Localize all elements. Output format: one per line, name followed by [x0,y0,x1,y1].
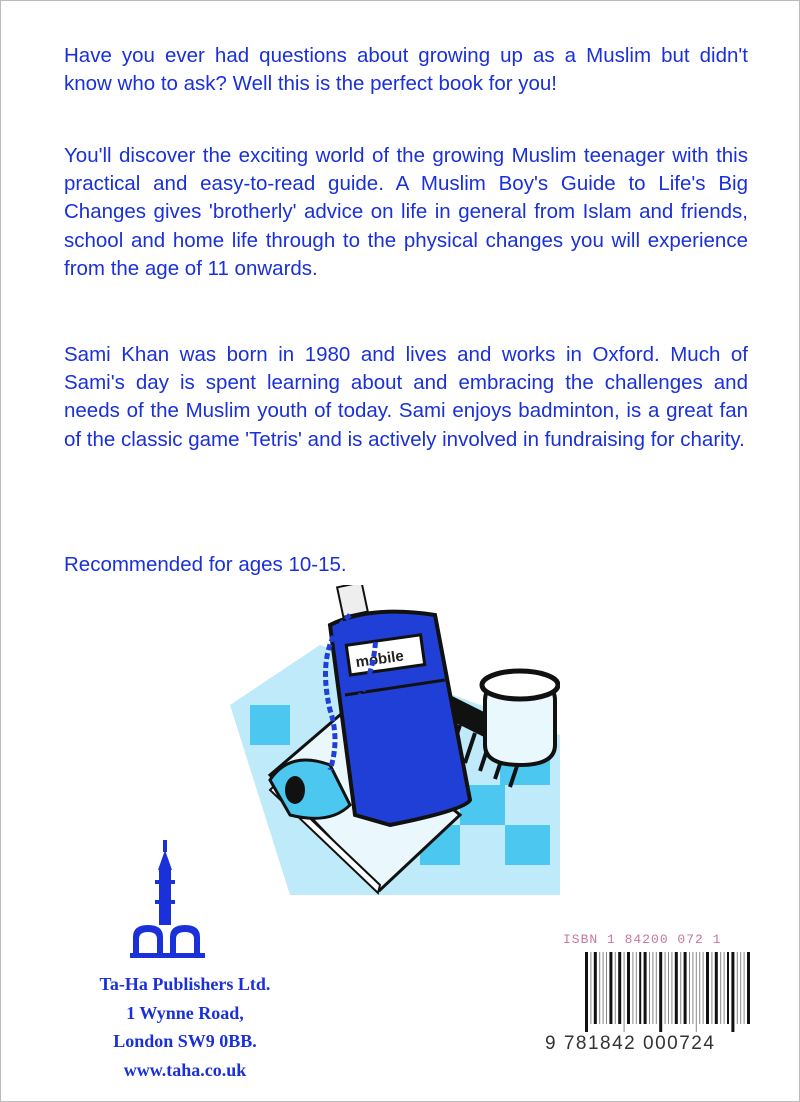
publisher-name: Ta-Ha Publishers Ltd. [99,974,271,994]
barcode-bar [644,952,647,1024]
blurb-description: You'll discover the exciting world of the growing Muslim teenager with this practical and easy-to-read guide. A Muslim Boy's Guide to Life's Big Changes gives 'brotherly' advice on life in general from Islam and friends, school and home life through to the physical changes you will experience from the age of 11 onwards. [64,144,748,280]
blurb-intro: Have you ever had questions about growing up as a Muslim but didn't know who to ask? Well this is the perfect book for you! [64,44,748,96]
barcode-bar [671,952,672,1024]
barcode-bar [684,952,687,1024]
barcode-bar [675,952,678,1024]
blurb-author-bio: Sami Khan was born in 1980 and lives and works in Oxford. Much of Sami's day is spent learning about and embracing the challenges and needs of the Muslim youth of today. Sami enjoys badminton, is a great fan of the classic game 'Tetris' and is actively involved in fundraising for charity. [64,343,748,451]
phone-label: mobile [354,647,405,672]
barcode-bar [747,952,750,1024]
barcode-bar [636,952,637,1024]
publisher-website[interactable]: www.taha.co.uk [123,1059,247,1080]
barcode-bar [609,952,612,1024]
barcode-bar [659,952,662,1032]
barcode-bar [724,952,725,1024]
barcode-bar [615,952,616,1024]
barcode-bar [699,952,700,1024]
barcode-bar [585,952,588,1032]
barcode [545,930,790,1060]
barcode-bar [590,952,591,1024]
barcode-bar [740,952,741,1024]
mobile-phone-icon [330,585,470,825]
barcode-bar [737,952,738,1024]
barcode-bar [624,952,625,1032]
ean-digits: 9 781842 000724 [545,1033,716,1054]
barcode-bar [680,952,681,1024]
barcode-bar [727,952,729,1024]
jar-icon [482,671,558,765]
barcode-bar [731,952,734,1032]
publisher-address-line2: London SW9 0BB. [113,1031,257,1051]
barcode-bar [599,952,600,1024]
barcode-bar [711,952,712,1024]
publisher-info [60,970,310,1084]
barcode-bar [703,952,704,1024]
barcode-bar [706,952,709,1024]
barcode-bar [639,952,641,1024]
blurb-age-recommendation: Recommended for ages 10-15. [64,553,347,576]
barcode-bar [652,952,653,1024]
barcode-bar [689,952,690,1024]
cover-illustration [230,585,560,895]
barcode-bar [594,952,597,1024]
barcode-bar [656,952,657,1024]
barcode-bar [665,952,666,1024]
publisher-logo [130,835,205,960]
barcode-bar [606,952,607,1024]
isbn-text: ISBN 1 84200 072 1 [563,932,722,947]
barcode-bar [715,952,718,1024]
barcode-bar [696,952,697,1032]
barcode-bar [627,952,630,1024]
barcode-bar [603,952,604,1024]
barcode-bar [668,952,669,1024]
barcode-bar [744,952,745,1024]
barcode-bar [618,952,621,1024]
barcode-bar [632,952,633,1024]
barcode-bar [692,952,693,1024]
barcode-bar [649,952,650,1024]
barcode-bar [720,952,721,1024]
publisher-address-line1: 1 Wynne Road, [126,1002,244,1023]
